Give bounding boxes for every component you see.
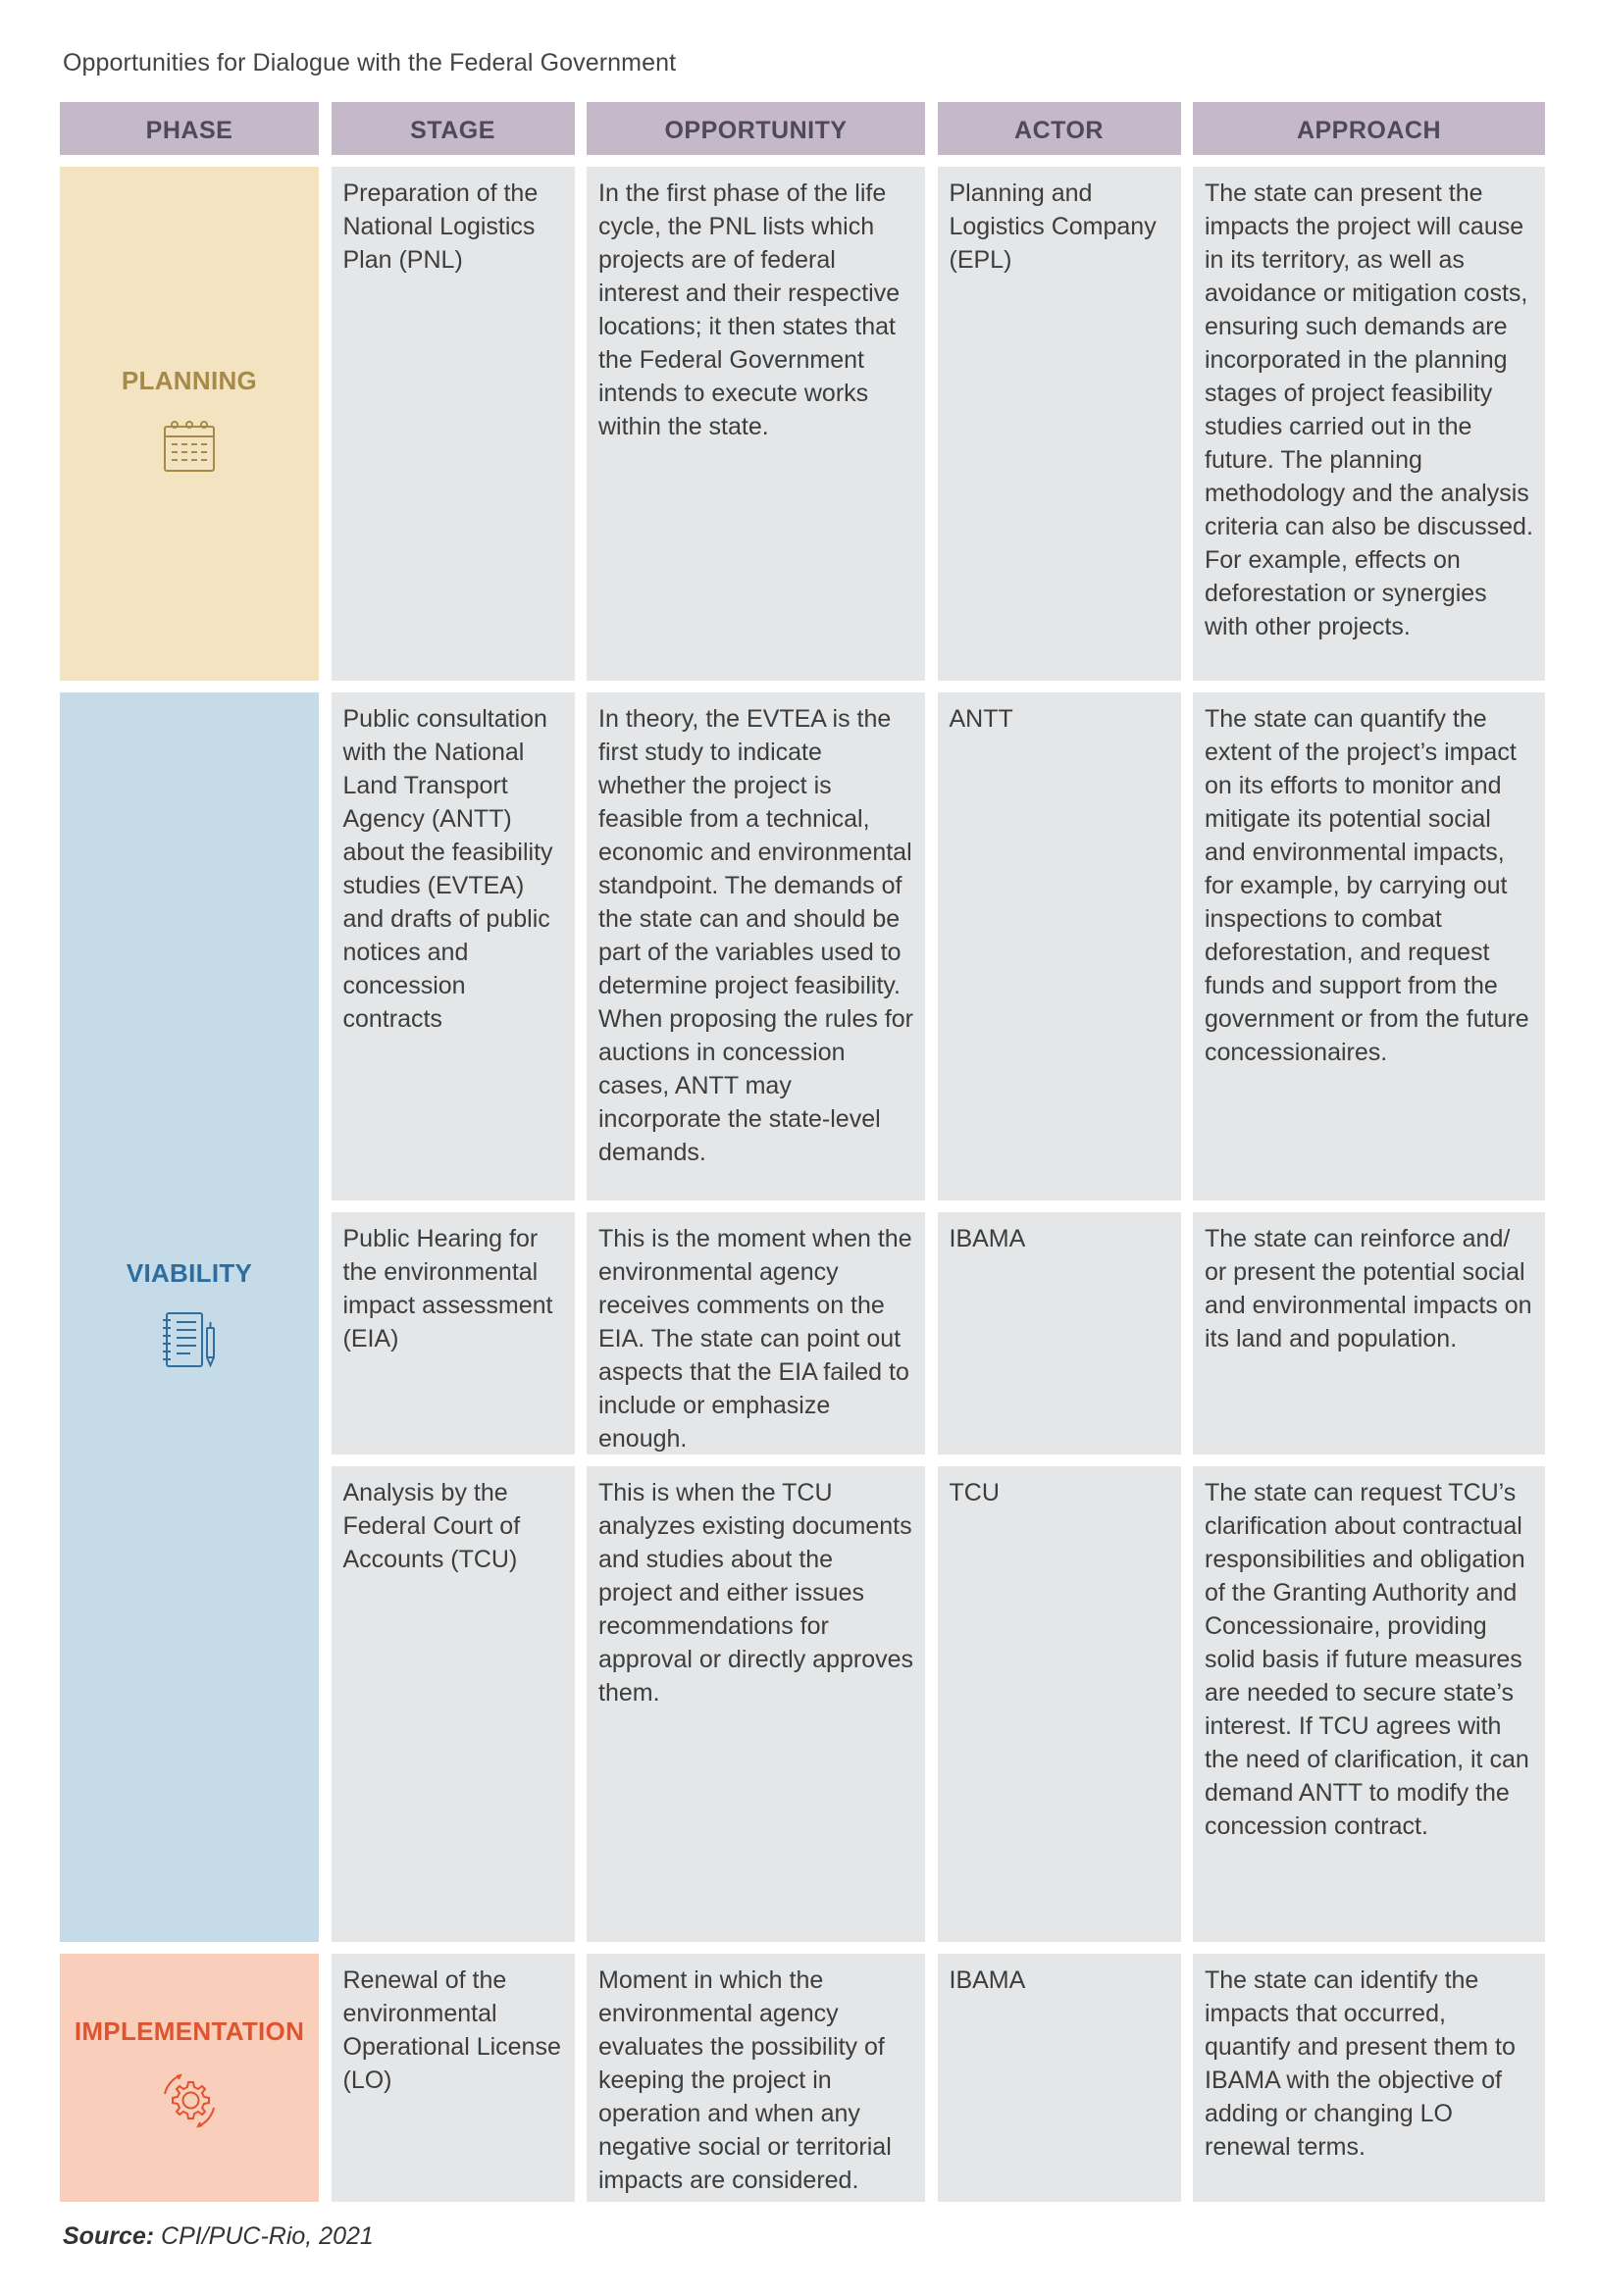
actor-cell: ANTT	[938, 692, 1181, 1200]
phase-viability-label: VIABILITY	[126, 1258, 253, 1288]
header-stage: STAGE	[332, 102, 575, 155]
approach-cell: The state can reinforce and/ or present the potential social and environmental impacts on its land and population.	[1193, 1212, 1545, 1454]
approach-cell: The state can present the impacts the project will cause in its territory, as well as avoidance or mitigation costs, ensuring such demands are incorporated in the planning stages of project feasibility studies carried out in the future. The planning methodology and the analysis criteria can also be discussed. For example, effects on deforestation or synergies with other projects.	[1193, 167, 1545, 681]
opportunity-cell: In the first phase of the life cycle, the PNL lists which projects are of federal interest and their respective locations; it then states that the Federal Government intends to execute works within the state.	[587, 167, 925, 681]
header-actor: ACTOR	[938, 102, 1181, 155]
opportunity-cell: This is the moment when the environmental agency receives comments on the EIA. The state can point out aspects that the EIA failed to include or emphasize enough.	[587, 1212, 925, 1454]
stage-cell: Public consultation with the National Land Transport Agency (ANTT) about the feasibility studies (EVTEA) and drafts of public notices and concession contracts	[332, 692, 575, 1200]
notebook-pen-icon	[159, 1310, 220, 1376]
header-phase: PHASE	[60, 102, 319, 155]
header-opportunity: OPPORTUNITY	[587, 102, 925, 155]
actor-cell: IBAMA	[938, 1212, 1181, 1454]
header-approach: APPROACH	[1193, 102, 1545, 155]
source-note	[63, 2222, 374, 2251]
approach-cell: The state can request TCU’s clarification about contractual responsibilities and obligation of the Granting Authority and Concessionaire, providing solid basis if future measures are needed to secure state’s interest. If TCU agrees with the need of clarification, it can demand ANTT to modify the concession contract.	[1193, 1466, 1545, 1942]
calendar-icon	[161, 418, 218, 482]
opportunity-cell: This is when the TCU analyzes existing documents and studies about the project and either issues recommendations for approval or directly approves them.	[587, 1466, 925, 1942]
phase-implementation	[60, 1954, 319, 2202]
approach-cell: The state can identify the impacts that occurred, quantify and present them to IBAMA with the objective of adding or changing LO renewal terms.	[1193, 1954, 1545, 2202]
actor-cell: IBAMA	[938, 1954, 1181, 2202]
actor-cell: Planning and Logistics Company (EPL)	[938, 167, 1181, 681]
opportunity-cell: In theory, the EVTEA is the first study to indicate whether the project is feasible from a technical, economic and environmental standpoint. The demands of the state can and should be part of the variables used to determine project feasibility. When proposing the rules for auctions in concession cases, ANTT may incorporate the state-level demands.	[587, 692, 925, 1200]
phase-planning	[60, 167, 319, 681]
source-label: Source:	[63, 2222, 155, 2250]
stage-cell: Analysis by the Federal Court of Accounts (TCU)	[332, 1466, 575, 1942]
stage-cell: Renewal of the environmental Operational License (LO)	[332, 1954, 575, 2202]
stage-cell: Preparation of the National Logistics Plan (PNL)	[332, 167, 575, 681]
actor-cell: TCU	[938, 1466, 1181, 1942]
stage-cell: Public Hearing for the environmental impact assessment (EIA)	[332, 1212, 575, 1454]
source-text: CPI/PUC-Rio, 2021	[154, 2222, 374, 2250]
opportunities-table	[60, 102, 1545, 2202]
phase-viability	[60, 692, 319, 1942]
table-caption: Opportunities for Dialogue with the Federal Government	[63, 49, 677, 77]
phase-planning-label: PLANNING	[121, 366, 258, 395]
phase-implementation-label: IMPLEMENTATION	[74, 2015, 305, 2046]
gear-cycle-icon	[157, 2068, 222, 2140]
approach-cell: The state can quantify the extent of the project’s impact on its efforts to monitor and mitigate its potential social and environmental impacts, for example, by carrying out inspections to combat deforestation, and request funds and support from the government or from the future concessionaires.	[1193, 692, 1545, 1200]
opportunity-cell: Moment in which the environmental agency evaluates the possibility of keeping the project in operation and when any negative social or territorial impacts are considered.	[587, 1954, 925, 2202]
